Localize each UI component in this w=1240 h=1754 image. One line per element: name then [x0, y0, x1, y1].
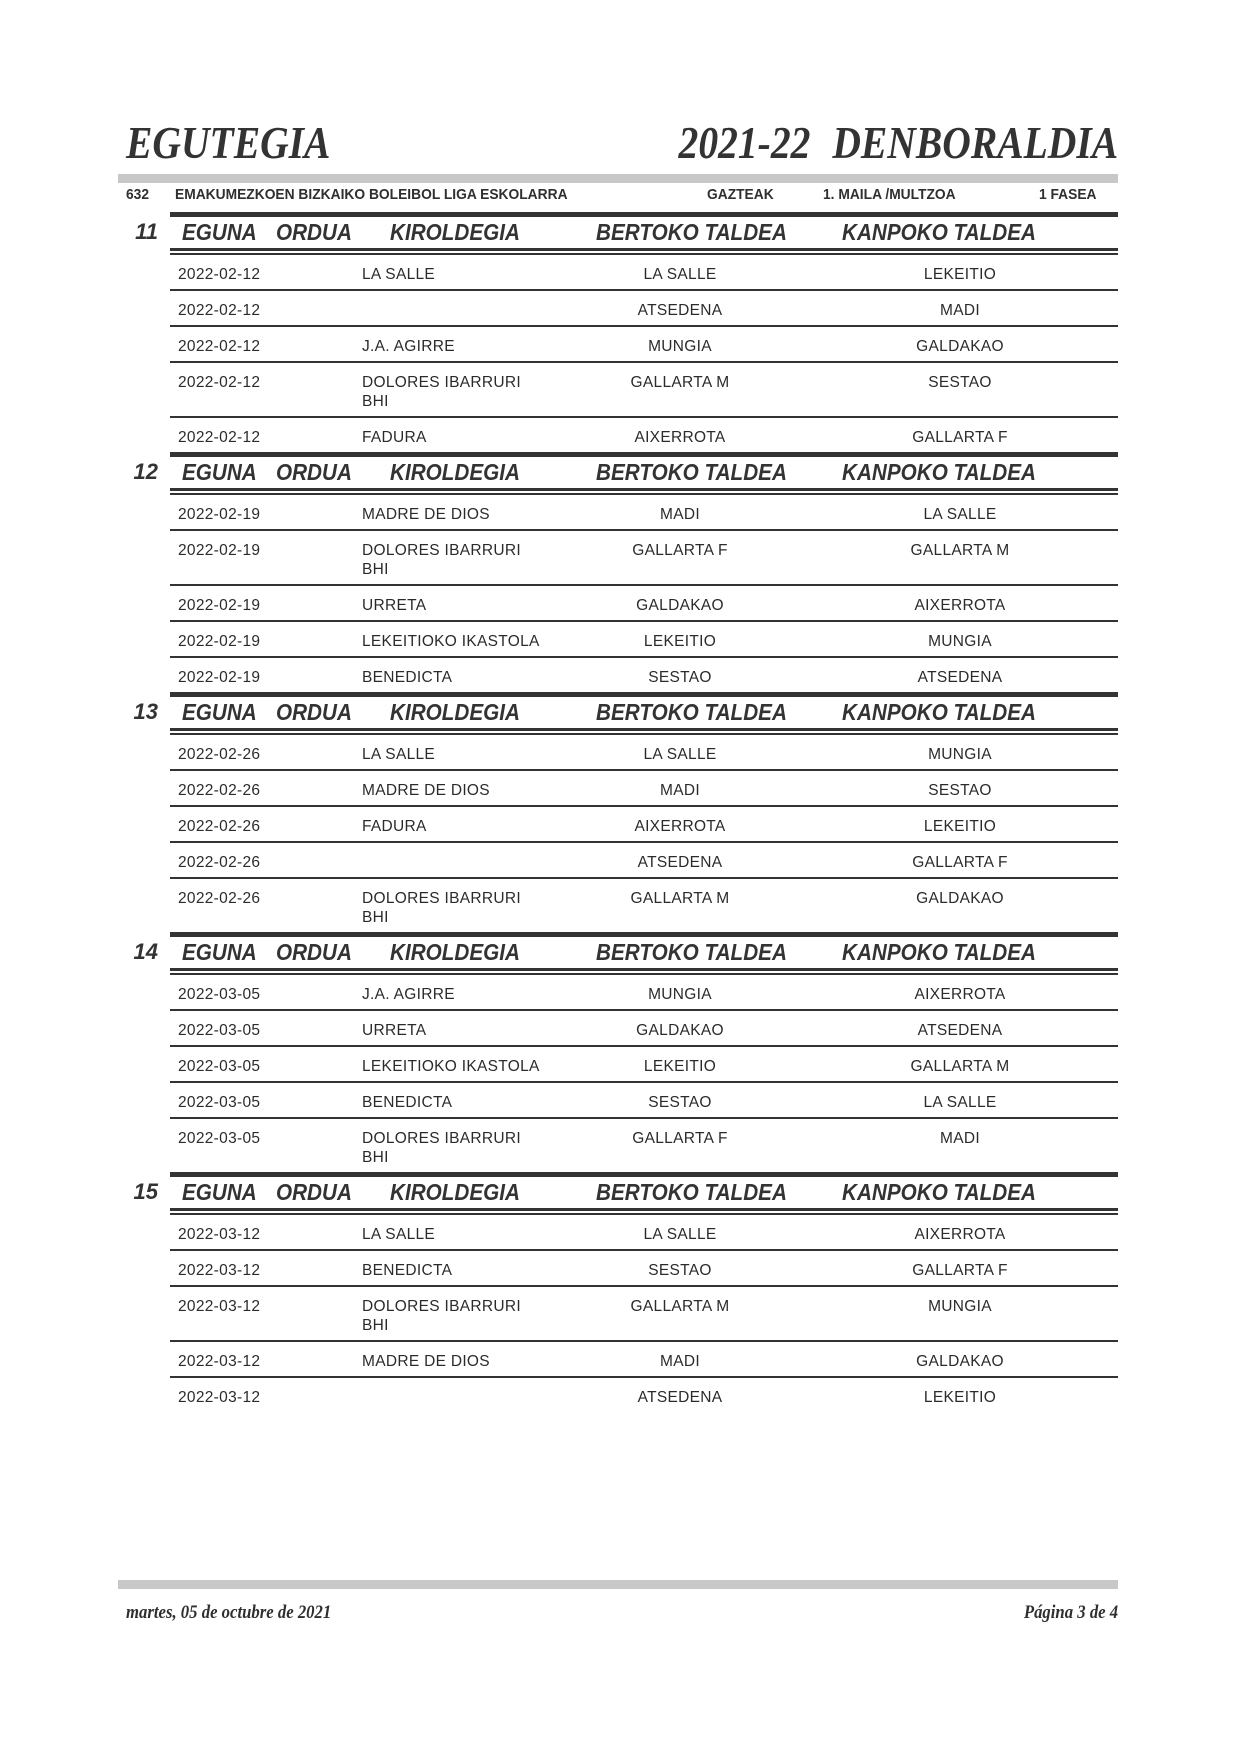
column-header-away-team: KANPOKO TALDEA [842, 939, 1036, 965]
match-away-team: GALLARTA M [910, 1058, 1010, 1075]
column-header-time: ORDUA [276, 939, 352, 965]
competition-info [118, 186, 1118, 206]
match-away-team: AIXERROTA [914, 986, 1006, 1003]
match-home-team: ATSEDENA [637, 854, 723, 871]
match-away-team: GALLARTA F [912, 854, 1008, 871]
column-header-date: EGUNA [182, 939, 257, 965]
match-date: 2022-02-19 [178, 633, 261, 650]
match-row [170, 807, 1118, 843]
round-header [133, 932, 1118, 968]
match-row [170, 586, 1118, 622]
match-row [170, 1083, 1118, 1119]
match-away-team: LEKEITIO [923, 1389, 997, 1406]
match-date: 2022-02-26 [178, 818, 261, 835]
column-header-away-team: KANPOKO TALDEA [842, 219, 1036, 245]
column-header-venue: KIROLDEGIA [390, 219, 520, 245]
column-header-away-team: KANPOKO TALDEA [842, 1179, 1036, 1205]
match-home-team: GALDAKAO [636, 597, 724, 614]
match-date: 2022-03-12 [178, 1226, 261, 1243]
match-home-team: MADI [660, 1353, 700, 1370]
match-away-team: AIXERROTA [914, 1226, 1006, 1243]
match-home-team: LEKEITIO [643, 1058, 717, 1075]
match-date: 2022-02-19 [178, 597, 261, 614]
match-venue: FADURA [362, 818, 427, 835]
match-date: 2022-02-12 [178, 302, 261, 319]
match-home-team: SESTAO [648, 669, 712, 686]
page-number: Página 3 de 4 [1023, 1602, 1118, 1623]
match-row [170, 363, 1118, 418]
column-header-venue: KIROLDEGIA [390, 939, 520, 965]
match-row [170, 495, 1118, 531]
match-away-team: LEKEITIO [923, 266, 997, 283]
print-date: martes, 05 de octubre de 2021 [126, 1602, 332, 1623]
match-row [170, 1119, 1118, 1172]
match-venue: MADRE DE DIOS [362, 1353, 490, 1370]
match-home-team: LEKEITIO [643, 633, 717, 650]
match-away-team: GALDAKAO [916, 890, 1004, 907]
match-date: 2022-03-12 [178, 1298, 261, 1315]
page-title: EGUTEGIA [126, 117, 331, 168]
column-header-venue: KIROLDEGIA [390, 699, 520, 725]
column-header-home-team: BERTOKO TALDEA [596, 699, 787, 725]
match-home-team: GALLARTA F [632, 542, 728, 559]
match-away-team: MUNGIA [928, 1298, 992, 1315]
page-title-row [120, 118, 1118, 168]
match-venue: BENEDICTA [362, 1262, 453, 1279]
match-row [170, 255, 1118, 291]
match-date: 2022-02-19 [178, 506, 261, 523]
match-away-team: MADI [940, 1130, 980, 1147]
match-away-team: ATSEDENA [917, 669, 1003, 686]
match-date: 2022-02-26 [178, 746, 261, 763]
column-header-home-team: BERTOKO TALDEA [596, 219, 787, 245]
match-away-team: SESTAO [928, 374, 992, 391]
match-row [170, 1287, 1118, 1342]
match-home-team: MADI [660, 782, 700, 799]
header-double-rule [170, 1208, 1118, 1215]
match-home-team: GALLARTA M [630, 1298, 730, 1315]
match-date: 2022-03-05 [178, 1130, 261, 1147]
match-venue: LEKEITIOKO IKASTOLA [362, 1058, 540, 1075]
match-venue: J.A. AGIRRE [362, 338, 455, 355]
match-date: 2022-02-19 [178, 542, 261, 559]
match-away-team: MUNGIA [928, 633, 992, 650]
match-row [170, 771, 1118, 807]
match-row [170, 843, 1118, 879]
match-date: 2022-02-26 [178, 890, 261, 907]
match-home-team: ATSEDENA [637, 1389, 723, 1406]
match-away-team: LEKEITIO [923, 818, 997, 835]
round-header [133, 1172, 1118, 1208]
match-home-team: GALLARTA F [632, 1130, 728, 1147]
page-footer [126, 1602, 1118, 1626]
match-date: 2022-02-26 [178, 782, 261, 799]
column-header-home-team: BERTOKO TALDEA [596, 1179, 787, 1205]
match-row [170, 531, 1118, 586]
match-row [170, 418, 1118, 452]
match-venue: BENEDICTA [362, 1094, 453, 1111]
column-header-date: EGUNA [182, 699, 257, 725]
column-header-date: EGUNA [182, 219, 257, 245]
match-venue: DOLORES IBARRURI BHI [362, 542, 521, 578]
match-venue: MADRE DE DIOS [362, 782, 490, 799]
match-date: 2022-03-12 [178, 1389, 261, 1406]
match-home-team: MUNGIA [648, 338, 712, 355]
match-venue: URRETA [362, 1022, 427, 1039]
match-venue: DOLORES IBARRURI BHI [362, 374, 521, 410]
schedule-table [118, 212, 1118, 1412]
column-header-away-team: KANPOKO TALDEA [842, 699, 1036, 725]
match-date: 2022-03-05 [178, 1022, 261, 1039]
match-row [170, 975, 1118, 1011]
match-home-team: SESTAO [648, 1094, 712, 1111]
match-venue: URRETA [362, 597, 427, 614]
competition-code: 632 [126, 186, 150, 203]
match-away-team: GALLARTA M [910, 542, 1010, 559]
match-venue: FADURA [362, 429, 427, 446]
column-header-date: EGUNA [182, 459, 257, 485]
header-double-rule [170, 488, 1118, 495]
match-row [170, 327, 1118, 363]
match-venue: LA SALLE [362, 746, 436, 763]
match-venue: J.A. AGIRRE [362, 986, 455, 1003]
match-venue: LA SALLE [362, 266, 436, 283]
match-away-team: MADI [940, 302, 980, 319]
match-date: 2022-02-12 [178, 374, 261, 391]
round-section [118, 932, 1118, 1172]
header-divider [118, 174, 1118, 183]
match-row [170, 291, 1118, 327]
round-number: 11 [135, 219, 158, 244]
match-venue: DOLORES IBARRURI BHI [362, 1130, 521, 1166]
match-date: 2022-02-26 [178, 854, 261, 871]
competition-phase: 1 FASEA [1039, 186, 1097, 203]
match-date: 2022-03-05 [178, 1058, 261, 1075]
match-home-team: LA SALLE [643, 266, 717, 283]
match-date: 2022-02-12 [178, 338, 261, 355]
match-venue: LA SALLE [362, 1226, 436, 1243]
column-header-date: EGUNA [182, 1179, 257, 1205]
column-header-time: ORDUA [276, 459, 352, 485]
match-date: 2022-03-05 [178, 986, 261, 1003]
round-section [118, 692, 1118, 932]
match-venue: DOLORES IBARRURI BHI [362, 890, 521, 926]
match-venue: BENEDICTA [362, 669, 453, 686]
competition-category: GAZTEAK [707, 186, 774, 203]
round-section [118, 452, 1118, 692]
match-home-team: GALLARTA M [630, 890, 730, 907]
match-row [170, 735, 1118, 771]
match-row [170, 1215, 1118, 1251]
match-row [170, 879, 1118, 932]
match-venue: LEKEITIOKO IKASTOLA [362, 633, 540, 650]
round-header [133, 452, 1118, 488]
match-home-team: SESTAO [648, 1262, 712, 1279]
competition-name: EMAKUMEZKOEN BIZKAIKO BOLEIBOL LIGA ESKOLARRA [175, 186, 568, 203]
column-header-home-team: BERTOKO TALDEA [596, 459, 787, 485]
round-number: 14 [133, 939, 158, 964]
column-header-venue: KIROLDEGIA [390, 459, 520, 485]
round-header [133, 692, 1118, 728]
match-away-team: LA SALLE [923, 506, 997, 523]
match-date: 2022-03-05 [178, 1094, 261, 1111]
match-away-team: GALLARTA F [912, 1262, 1008, 1279]
match-date: 2022-02-12 [178, 266, 261, 283]
match-home-team: ATSEDENA [637, 302, 723, 319]
match-away-team: GALDAKAO [916, 1353, 1004, 1370]
round-header [135, 212, 1118, 248]
match-home-team: MADI [660, 506, 700, 523]
match-row [170, 658, 1118, 692]
match-row [170, 622, 1118, 658]
column-header-venue: KIROLDEGIA [390, 1179, 520, 1205]
match-date: 2022-02-19 [178, 669, 261, 686]
match-home-team: GALLARTA M [630, 374, 730, 391]
match-row [170, 1047, 1118, 1083]
match-row [170, 1378, 1118, 1412]
round-section [118, 212, 1118, 452]
match-home-team: LA SALLE [643, 746, 717, 763]
match-away-team: GALLARTA F [912, 429, 1008, 446]
match-date: 2022-03-12 [178, 1262, 261, 1279]
column-header-away-team: KANPOKO TALDEA [842, 459, 1036, 485]
column-header-home-team: BERTOKO TALDEA [596, 939, 787, 965]
column-header-time: ORDUA [276, 699, 352, 725]
match-row [170, 1251, 1118, 1287]
competition-level: 1. MAILA /MULTZOA [823, 186, 956, 203]
match-row [170, 1342, 1118, 1378]
round-section [118, 1172, 1118, 1412]
match-row [170, 1011, 1118, 1047]
match-home-team: MUNGIA [648, 986, 712, 1003]
match-away-team: LA SALLE [923, 1094, 997, 1111]
match-venue: MADRE DE DIOS [362, 506, 490, 523]
match-away-team: SESTAO [928, 782, 992, 799]
match-away-team: GALDAKAO [916, 338, 1004, 355]
season-title: 2021-22 DENBORALDIA [678, 117, 1118, 168]
round-number: 15 [133, 1179, 158, 1204]
header-double-rule [170, 248, 1118, 255]
column-header-time: ORDUA [276, 219, 352, 245]
column-header-time: ORDUA [276, 1179, 352, 1205]
match-home-team: AIXERROTA [634, 818, 726, 835]
match-date: 2022-03-12 [178, 1353, 261, 1370]
round-number: 12 [133, 459, 158, 484]
match-home-team: GALDAKAO [636, 1022, 724, 1039]
match-away-team: AIXERROTA [914, 597, 1006, 614]
match-date: 2022-02-12 [178, 429, 261, 446]
footer-divider [118, 1580, 1118, 1589]
match-venue: DOLORES IBARRURI BHI [362, 1298, 521, 1334]
match-away-team: MUNGIA [928, 746, 992, 763]
match-home-team: AIXERROTA [634, 429, 726, 446]
round-number: 13 [133, 699, 158, 724]
header-double-rule [170, 728, 1118, 735]
match-away-team: ATSEDENA [917, 1022, 1003, 1039]
header-double-rule [170, 968, 1118, 975]
match-home-team: LA SALLE [643, 1226, 717, 1243]
